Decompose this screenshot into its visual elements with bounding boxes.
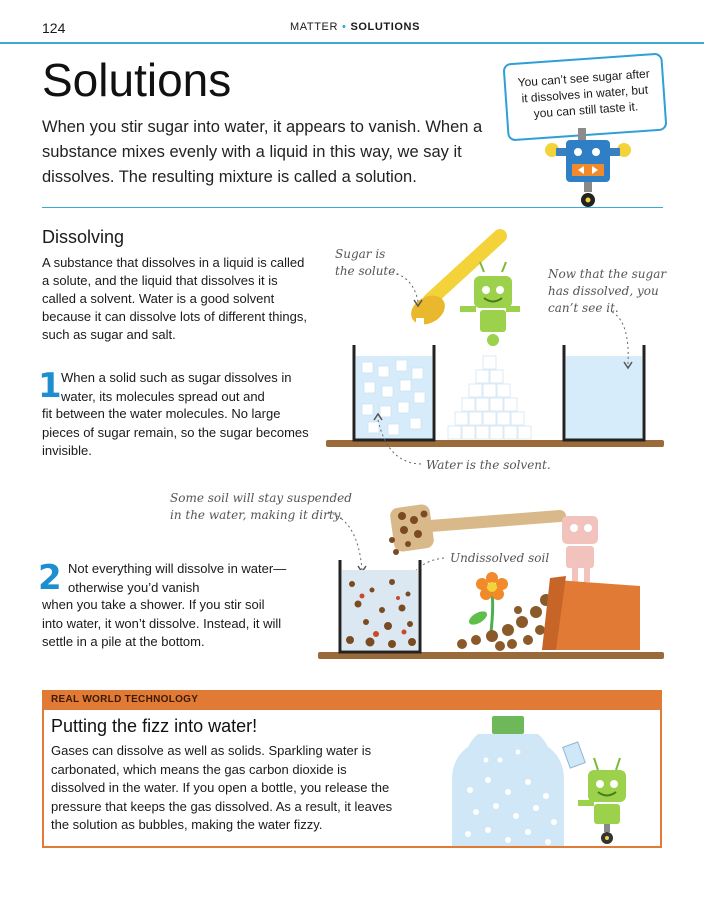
label-suspended-line2: in the water, making it dirty. — [170, 508, 343, 522]
beaker-soil — [340, 560, 420, 652]
header-section: MATTER — [290, 21, 339, 33]
flower-icon — [467, 572, 508, 640]
step-2-text-cont: when you take a shower. If you stir soil into water, it won’t dissolve. Instead, it will settle in a pile at the bottom. — [42, 597, 282, 649]
robot-green — [460, 262, 520, 346]
robot-icon — [545, 128, 631, 207]
header-bullet: • — [342, 21, 347, 33]
real-world-title: Putting the fizz into water! — [51, 716, 258, 736]
real-world-tag: REAL WORLD TECHNOLOGY — [51, 694, 199, 705]
robot-pink — [562, 516, 598, 582]
step-2-text: Not everything will dissolve in water—otherwise you’d vanish — [68, 561, 287, 595]
beaker-sugar — [354, 345, 434, 440]
label-dissolved-line3: can’t see it. — [548, 301, 619, 315]
real-world-body: Gases can dissolve as well as solids. Sparkling water is carbonated, which means the gas carbon dioxide is dissolved in the water. If you open a bottle, you release the pressure that keeps the gas dissolved. As a result, it leaves the solution as bubbles, making the water fizzy. — [51, 743, 393, 832]
label-solute-line2: the solute. — [335, 264, 400, 278]
page-number: 124 — [42, 20, 66, 36]
label-dissolved — [548, 266, 666, 317]
label-solute-line1: Sugar is — [335, 247, 386, 261]
flowerpot-icon — [542, 576, 640, 650]
header-subsection: SOLUTIONS — [350, 21, 421, 33]
beaker-solution — [564, 345, 644, 440]
step-2-number: 2 — [38, 558, 62, 598]
label-suspended-line1: Some soil will stay suspended — [170, 491, 352, 505]
label-dissolved-line2: has dissolved, you — [548, 284, 659, 298]
label-undissolved: Undissolved soil — [450, 551, 550, 565]
dissolving-body: A substance that dissolves in a liquid is called a solute, and the liquid that dissolves it is called a solvent. Water is a good solvent because it can dissolve lots of different things, such as sugar and salt. — [42, 255, 307, 342]
speech-bubble: You can’t see sugar after it dissolves in water, but you can still taste it. — [502, 53, 667, 142]
label-solvent: Water is the solvent. — [426, 458, 551, 472]
wooden-spoon-icon — [389, 503, 560, 555]
label-solute — [335, 246, 399, 280]
step-1-text-cont: fit between the water molecules. No large pieces of sugar remain, so the sugar becomes invisible. — [42, 406, 309, 458]
step-1-number: 1 — [38, 366, 62, 406]
page-title: Solutions — [42, 54, 232, 106]
sugar-pile — [448, 356, 531, 439]
step-1-text: When a solid such as sugar dissolves in water, its molecules spread out and — [61, 370, 292, 404]
dissolving-heading: Dissolving — [42, 227, 125, 247]
label-suspended — [170, 490, 352, 524]
label-dissolved-line1: Now that the sugar — [548, 267, 667, 281]
intro-paragraph: When you stir sugar into water, it appears to vanish. When a substance mixes evenly with a liquid in this way, we say it dissolves. The resulting mixture is called a solution. — [42, 118, 483, 186]
